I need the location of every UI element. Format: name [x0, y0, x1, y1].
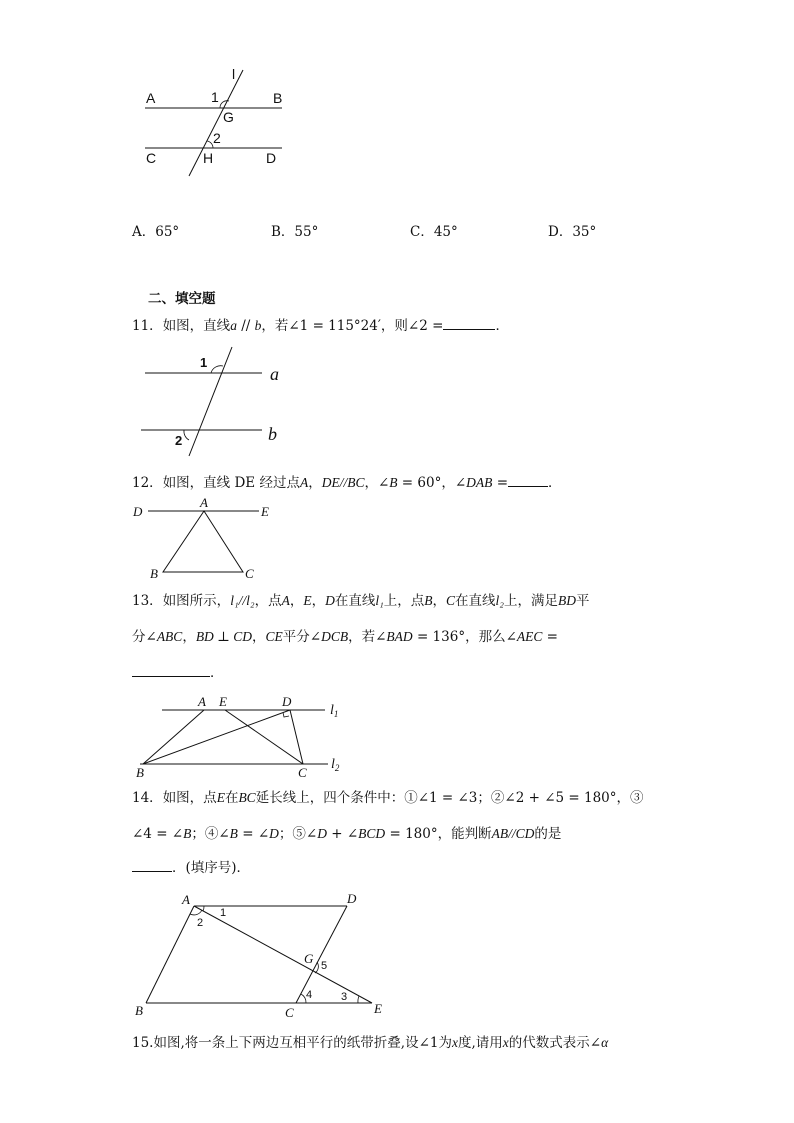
q12-de-bc: DE//BC	[321, 475, 365, 490]
label-d: D	[133, 504, 143, 519]
q13-var-dcb: DCB	[321, 629, 349, 644]
label-angle-1: 1	[211, 89, 219, 105]
q13-text-10: ，	[252, 629, 266, 645]
q13-var-c: C	[446, 593, 456, 608]
q13-text-1: 如图所示，	[162, 593, 231, 609]
q13-bd-perp-cd: BD ⊥ CD	[195, 629, 253, 644]
label-angle-3: 3	[341, 991, 348, 1003]
q15-text-2: 度,请用	[457, 1035, 503, 1051]
label-a: A	[200, 495, 208, 510]
label-a: A	[146, 90, 156, 106]
option-b-value: 55°	[294, 224, 319, 240]
label-l2: $l_2$	[331, 757, 340, 773]
q11-text-2: ，若∠1 = 115°24′，则∠2 =	[261, 318, 444, 334]
q13-number: 13．	[132, 593, 163, 609]
label-b: B	[150, 566, 158, 581]
q15-number: 15.	[132, 1035, 154, 1051]
option-a-value: 65°	[155, 224, 180, 240]
label-e: E	[374, 1001, 382, 1016]
q12-text-5: =	[492, 475, 509, 491]
q11-var-b: b	[254, 318, 262, 333]
q11-var-a: a	[230, 318, 237, 333]
q14-var-bcd: BCD	[358, 826, 386, 841]
label-angle-5: 5	[321, 960, 328, 972]
label-angle-1: 1	[220, 907, 227, 919]
segment-ab	[146, 906, 194, 1003]
label-a: A	[198, 694, 206, 709]
q14-ab-cd: AB//CD	[491, 826, 535, 841]
q14-var-bc: BC	[238, 790, 256, 805]
label-angle-2: 2	[213, 130, 221, 146]
q13-text-11: 平分∠	[282, 629, 322, 645]
q14-text-10: 的是	[534, 826, 562, 842]
q13-text-4: 上，点	[383, 593, 425, 609]
segment-ae	[194, 906, 372, 1003]
q13-var-a: A	[281, 593, 290, 608]
q14-text-8: + ∠	[326, 826, 359, 842]
label-g: G	[223, 109, 234, 125]
q15-var-x: x	[451, 1035, 458, 1050]
q13-text-6: 上，满足	[504, 593, 558, 609]
label-angle-4: 4	[306, 989, 313, 1001]
label-b: B	[135, 1003, 143, 1018]
label-c: C	[285, 1005, 294, 1020]
q13-l1-l2: l₁//l₂	[230, 593, 255, 608]
q14-var-d: D	[269, 826, 279, 841]
q14-var-b-2: B	[229, 826, 238, 841]
label-l1: $l_1$	[330, 703, 339, 719]
label-a: a	[270, 364, 279, 384]
label-c: C	[245, 566, 254, 581]
section-title: 二、填空题	[148, 291, 216, 307]
label-c: C	[146, 150, 157, 166]
q13-var-bd: BD	[558, 593, 576, 608]
q12-text-3: ，∠	[364, 475, 390, 491]
q13-l2: l₂	[495, 593, 504, 608]
q15-text-3: 的代数式表示∠	[508, 1035, 602, 1051]
q12-end: ．	[548, 475, 562, 491]
q13-text-14: =	[542, 629, 558, 645]
question-15	[132, 1033, 608, 1053]
q13-text-13: = 136°，那么∠	[412, 629, 517, 645]
angle-1-arc	[203, 906, 204, 911]
q12-var-dab: DAB	[466, 475, 493, 490]
q13-var-b: B	[424, 593, 433, 608]
q11-end: ．	[495, 318, 509, 334]
q14-text-5: ；④∠	[191, 826, 230, 842]
q15-var-alpha: α	[601, 1035, 609, 1050]
label-angle-2: 2	[197, 917, 204, 929]
q13-text-9: ，	[182, 629, 196, 645]
option-c-value: 45°	[433, 224, 458, 240]
label-a: A	[182, 892, 190, 907]
label-d: D	[266, 150, 277, 166]
q13-end: ．	[210, 665, 224, 681]
label-b: B	[273, 90, 283, 106]
q14-var-d-2: D	[317, 826, 327, 841]
label-g: G	[304, 951, 314, 966]
option-b-letter: B．	[271, 224, 295, 240]
q12-var-b: B	[389, 475, 398, 490]
q12-text-4: = 60°，∠	[397, 475, 467, 491]
q13-var-d: D	[325, 593, 335, 608]
label-b: B	[136, 765, 144, 780]
option-c-letter: C．	[410, 224, 434, 240]
q14-var-e: E	[216, 790, 225, 805]
q14-text-6: = ∠	[237, 826, 270, 842]
q14-text-7: ；⑤∠	[278, 826, 318, 842]
q14-text-1: 如图，点	[162, 790, 217, 806]
q12-var-a: A	[299, 475, 309, 490]
q11-number: 11．	[132, 318, 163, 334]
q13-var-abc: ABC	[156, 629, 183, 644]
q11-parallel: //	[236, 318, 255, 334]
option-d-letter: D．	[548, 224, 573, 240]
q13-var-bad: BAD	[386, 629, 413, 644]
q12-number: 12．	[132, 475, 163, 491]
label-angle-2: 2	[175, 433, 183, 448]
q13-sep-3: ，	[432, 593, 447, 609]
angle-3-arc	[358, 996, 359, 1003]
q13-text-7: 平	[576, 593, 590, 609]
label-d: D	[282, 694, 292, 709]
q13-sep-1: ，	[289, 593, 304, 609]
label-h: H	[203, 150, 214, 166]
q14-text-4: ∠4 = ∠	[132, 826, 184, 842]
q13-sep-2: ，	[311, 593, 326, 609]
q15-text-1: 如图,将一条上下两边互相平行的纸带折叠,设∠1为	[153, 1035, 452, 1051]
q15-var-x-2: x	[502, 1035, 509, 1050]
q12-text-2: ，	[308, 475, 322, 491]
q13-text-2: ，点	[254, 593, 282, 609]
label-d: D	[347, 891, 357, 906]
q14-number: 14．	[132, 790, 163, 806]
label-e: E	[219, 694, 227, 709]
option-a-letter: A．	[132, 224, 156, 240]
label-c: C	[298, 765, 307, 780]
q13-var-aec: AEC	[516, 629, 543, 644]
q14-var-b: B	[183, 826, 192, 841]
q14-text-2: 在	[224, 790, 239, 806]
label-e: E	[261, 504, 269, 519]
label-angle-1: 1	[200, 355, 208, 370]
q13-var-e: E	[303, 593, 312, 608]
q11-text-1: 如图，直线	[162, 318, 231, 334]
option-d-value: 35°	[572, 224, 597, 240]
q13-text-12: ，若∠	[348, 629, 387, 645]
q13-text-5: 在直线	[455, 593, 496, 609]
q12-text-1: 如图，直线 DE 经过点	[162, 475, 300, 491]
q13-l1: l₁	[375, 593, 384, 608]
q13-var-ce: CE	[265, 629, 283, 644]
q13-text-8: 分∠	[132, 629, 157, 645]
q13-text-3: 在直线	[334, 593, 376, 609]
q14-text-3: 延长线上，四个条件中：①∠1 = ∠3；②∠2 + ∠5 = 180°，③	[255, 790, 644, 806]
q14-text-11: ．(填序号)．	[172, 860, 251, 876]
label-l: l	[232, 66, 236, 82]
q14-text-9: = 180°，能判断	[385, 826, 492, 842]
label-b: b	[268, 424, 277, 444]
